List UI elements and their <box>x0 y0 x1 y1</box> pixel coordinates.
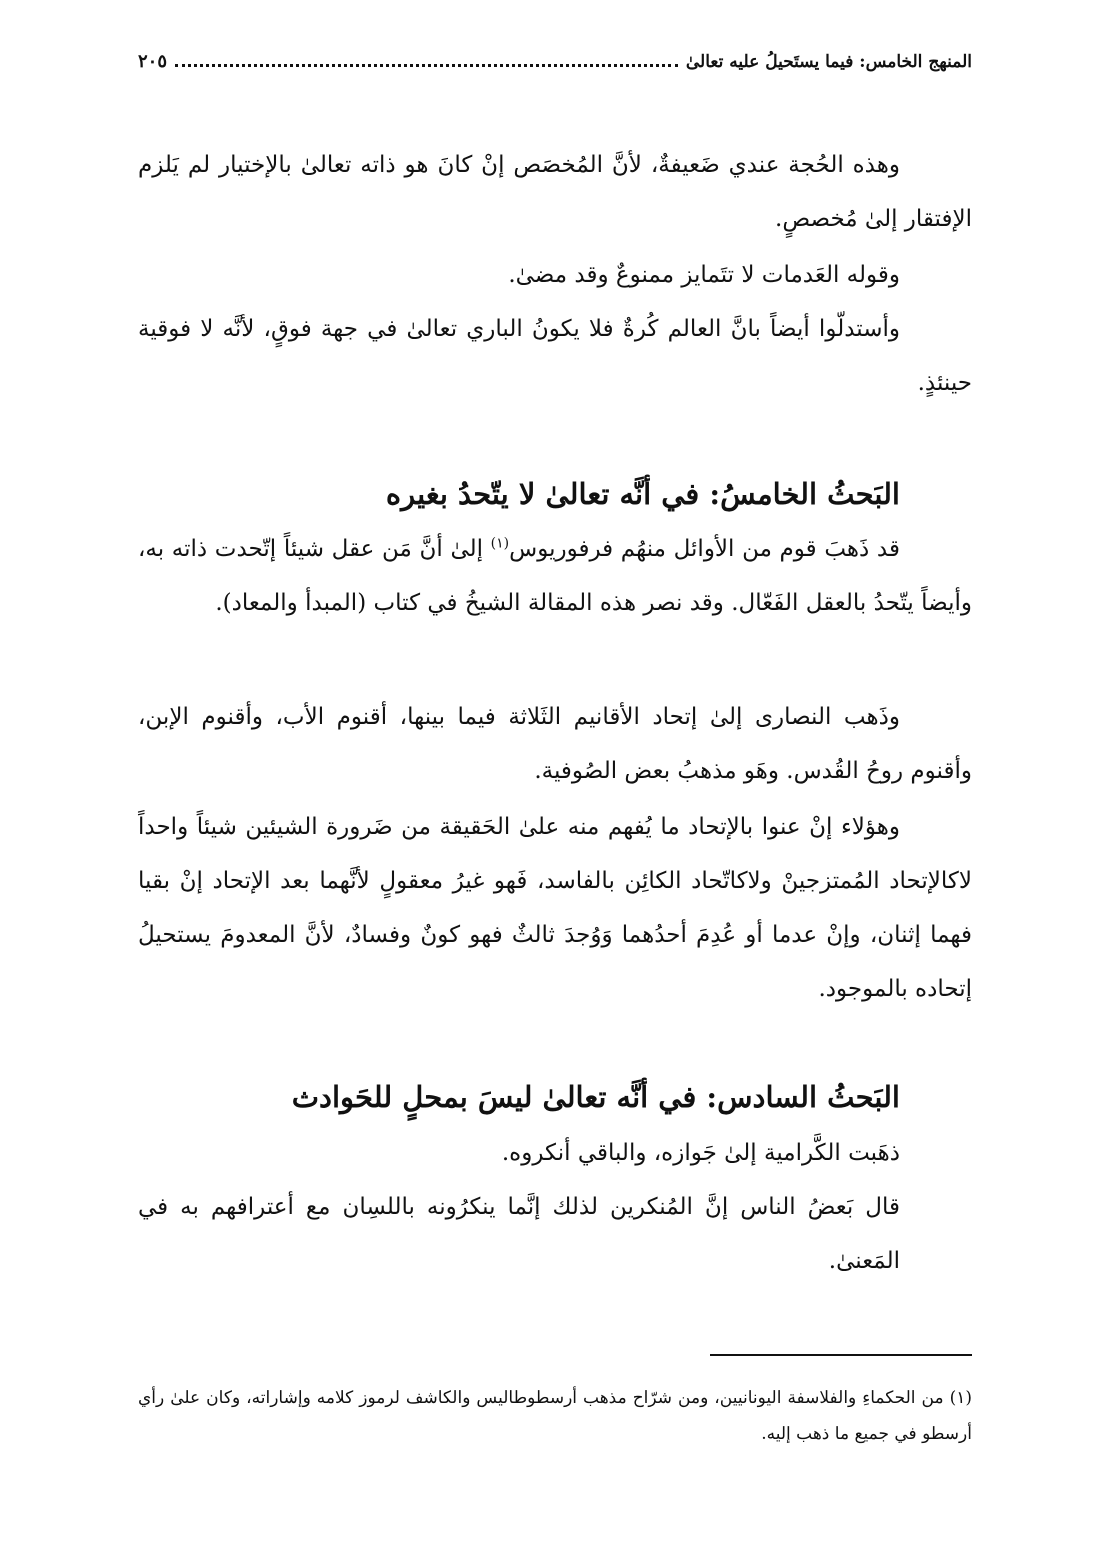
running-header-title: المنهج الخامس: فيما يستَحيلُ عليه تعالىٰ <box>685 52 972 72</box>
section-5-paragraph-1 <box>138 522 972 630</box>
section-6-heading: البَحثُ السادس: في أنَّه تعالىٰ ليسَ بمحلٍ للحَوادث <box>291 1080 900 1114</box>
section-5-paragraph-2: وذَهب النصارى إلىٰ إتحاد الأقانيم الثَلاثة فيما بينها، أقنوم الأب، وأقنوم الإبن، وأقنوم روحُ القُدس. وهَو مذهبُ بعض الصُوفية. <box>138 704 972 784</box>
section-5-paragraph-1-text-b: إلىٰ أنَّ مَن عقل شيئاً إتّحدت ذاته به، وأيضاً يتّحدُ بالعقل الفَعّال. وقد نصر هذه المقالة الشيخُ في كتاب (المبدأ والمعاد). <box>138 536 972 616</box>
intro-paragraph-1: وهذه الحُجة عندي ضَعيفةٌ، لأنَّ المُخصَص إنْ كانَ هو ذاته تعالىٰ بالإختيار لم يَلزم الإفتقار إلىٰ مُخصصٍ. <box>138 152 972 232</box>
section-5-heading: البَحثُ الخامسُ: في أنَّه تعالىٰ لا يتّحدُ بغيره <box>385 477 900 511</box>
footnote-separator <box>710 1354 972 1356</box>
footnote-reference-1[interactable]: (١) <box>490 535 510 552</box>
section-6-paragraph-1: ذهَبت الكَّرامية إلىٰ جَوازه، والباقي أنكروه. <box>501 1140 900 1166</box>
intro-paragraph-3: وأستدلّوا أيضاً بانَّ العالم كُرةٌ فلا يكونُ الباري تعالىٰ في جهة فوقٍ، لأنَّه لا فوقية حينئذٍ. <box>138 316 972 396</box>
section-6-paragraph-2: قال بَعضُ الناس إنَّ المُنكرين لذلك إنَّما ينكرُونه باللسِان مع أعترافهم به في المَعنىٰ. <box>138 1194 900 1274</box>
running-header <box>138 50 972 86</box>
section-5-paragraph-1-text-a: قد ذَهبَ قوم من الأوائل منهُم فرفوريوس <box>509 536 900 562</box>
footnote-1: (١) من الحكماءِ والفلاسفة اليونانيين، ومن شرّاح مذهب أرسطوطاليس والكاشف لرموز كلامه وإشاراته، وكان علىٰ رأي أرسطو في جميع ما ذهب إليه. <box>138 1388 972 1444</box>
dot-leader <box>175 50 678 67</box>
intro-paragraph-2: وقوله العَدمات لا تتَمايز ممنوعٌ وقد مضىٰ. <box>508 262 900 288</box>
section-5-paragraph-3: وهؤلاء إنْ عنوا بالإتحاد ما يُفهم منه علىٰ الحَقيقة من ضَرورة الشيئين شيئاً واحداً لاكالإتحاد المُمتزجينْ ولاكاتّحاد الكائِن بالفاسد، فَهو غيرُ معقولٍ لأنَّهما بعد الإتحاد إنْ بقيا فهما إثنان، وإنْ عدما أو عُدِمَ أحدُهما وَوُجدَ ثالثٌ فهو كونٌ وفسادٌ، لأنَّ المعدومَ يستحيلُ إتحاده بالموجود. <box>138 814 972 1002</box>
page-number: ٢٠٥ <box>138 51 168 72</box>
